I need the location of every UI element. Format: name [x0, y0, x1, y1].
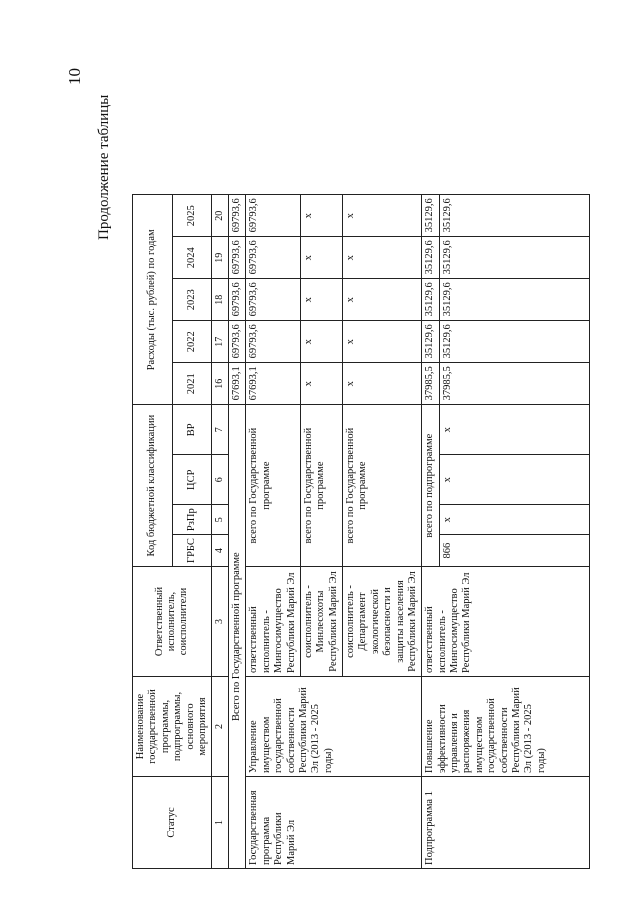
- executor-cell: соисполнитель - Минлесохоты Республики Марий Эл: [300, 567, 342, 677]
- value-cell: х: [343, 363, 422, 405]
- value-cell: х: [343, 279, 422, 321]
- col-number: 18: [212, 279, 229, 321]
- col-number: 5: [212, 505, 229, 535]
- col-number: 7: [212, 405, 229, 455]
- col-number: 16: [212, 363, 229, 405]
- total-label: Всего по Государственной программе: [229, 405, 246, 869]
- value-cell: 35129,6: [439, 321, 589, 363]
- executor-cell: ответственный исполнитель - Мингосимущество Республики Марий Эл: [246, 567, 301, 677]
- executor-cell: соисполнитель - Департамент экологической безопасности и защиты населения Республики Марий Эл: [343, 567, 422, 677]
- program-name: Управление имуществом государственной собственности Республики Марий Эл (2013 - 2025 годы): [246, 677, 422, 777]
- continuation-caption: Продолжение таблицы: [96, 94, 112, 240]
- col-number: 4: [212, 535, 229, 567]
- header-year: 2025: [172, 195, 212, 237]
- header-grbs: ГРБС: [172, 535, 212, 567]
- value-cell: х: [300, 195, 342, 237]
- value-cell: 35129,6: [422, 321, 439, 363]
- value-cell: 69793,6: [229, 321, 246, 363]
- header-rzpr: РзПр: [172, 505, 212, 535]
- value-cell: х: [300, 321, 342, 363]
- value-cell: 37985,5: [422, 363, 439, 405]
- header-expenses: Расходы (тыс. рублей) по годам: [133, 195, 173, 405]
- value-cell: 67693,1: [229, 363, 246, 405]
- grbs-cell: 866: [439, 535, 589, 567]
- col-number: 3: [212, 567, 229, 677]
- table-row-subprogram-total: [422, 195, 439, 869]
- value-cell: 37985,5: [439, 363, 589, 405]
- header-executor: Ответственный исполнитель, соисполнители: [133, 567, 212, 677]
- value-cell: х: [343, 237, 422, 279]
- header-year: 2023: [172, 279, 212, 321]
- value-cell: х: [300, 363, 342, 405]
- col-number: 6: [212, 455, 229, 505]
- header-year: 2021: [172, 363, 212, 405]
- rzpr-cell: х: [439, 505, 589, 535]
- header-year: 2022: [172, 321, 212, 363]
- vr-cell: х: [439, 405, 589, 455]
- subprogram-name: Повышение эффективности управления и распоряжения имуществом государственной собственности Республики Марий Эл (2013 - 2025 годы): [422, 677, 589, 777]
- code-cell: всего по Государственной программе: [246, 405, 301, 567]
- value-cell: 35129,6: [439, 279, 589, 321]
- value-cell: 67693,1: [246, 363, 301, 405]
- value-cell: 35129,6: [422, 195, 439, 237]
- program-status: Государственная программа Республики Марий Эл: [246, 777, 422, 869]
- table-row-total: [229, 195, 246, 869]
- value-cell: х: [343, 321, 422, 363]
- value-cell: 69793,6: [246, 279, 301, 321]
- table-row-program-executor: [246, 195, 301, 869]
- col-number: 20: [212, 195, 229, 237]
- csr-cell: х: [439, 455, 589, 505]
- header-year: 2024: [172, 237, 212, 279]
- page-number: 10: [65, 68, 84, 85]
- value-cell: 69793,6: [246, 237, 301, 279]
- value-cell: 69793,6: [246, 195, 301, 237]
- code-cell: всего по Государственной программе: [300, 405, 342, 567]
- value-cell: х: [300, 279, 342, 321]
- code-cell: всего по подпрограмме: [422, 405, 439, 567]
- value-cell: 35129,6: [439, 237, 589, 279]
- budget-table: [132, 194, 590, 869]
- header-budget-code: Код бюджетной классификации: [133, 405, 173, 567]
- executor-cell: ответственный исполнитель - Мингосимущество Республики Марий Эл: [422, 567, 589, 677]
- col-number: 2: [212, 677, 229, 777]
- code-cell: всего по Государственной программе: [343, 405, 422, 567]
- header-vr: ВР: [172, 405, 212, 455]
- col-number: 17: [212, 321, 229, 363]
- header-name: Наименование государственной программы, подпрограммы, основного мероприятия: [133, 677, 212, 777]
- value-cell: х: [300, 237, 342, 279]
- column-number-row: [212, 195, 229, 869]
- header-csr: ЦСР: [172, 455, 212, 505]
- value-cell: х: [343, 195, 422, 237]
- value-cell: 69793,6: [229, 195, 246, 237]
- value-cell: 35129,6: [422, 279, 439, 321]
- subprogram-status: Подпрограмма 1: [422, 777, 589, 869]
- value-cell: 35129,6: [422, 237, 439, 279]
- col-number: 1: [212, 777, 229, 869]
- header-row-1: [133, 195, 173, 869]
- value-cell: 69793,6: [229, 279, 246, 321]
- value-cell: 35129,6: [439, 195, 589, 237]
- value-cell: 69793,6: [229, 237, 246, 279]
- header-status: Статус: [133, 777, 212, 869]
- col-number: 19: [212, 237, 229, 279]
- value-cell: 69793,6: [246, 321, 301, 363]
